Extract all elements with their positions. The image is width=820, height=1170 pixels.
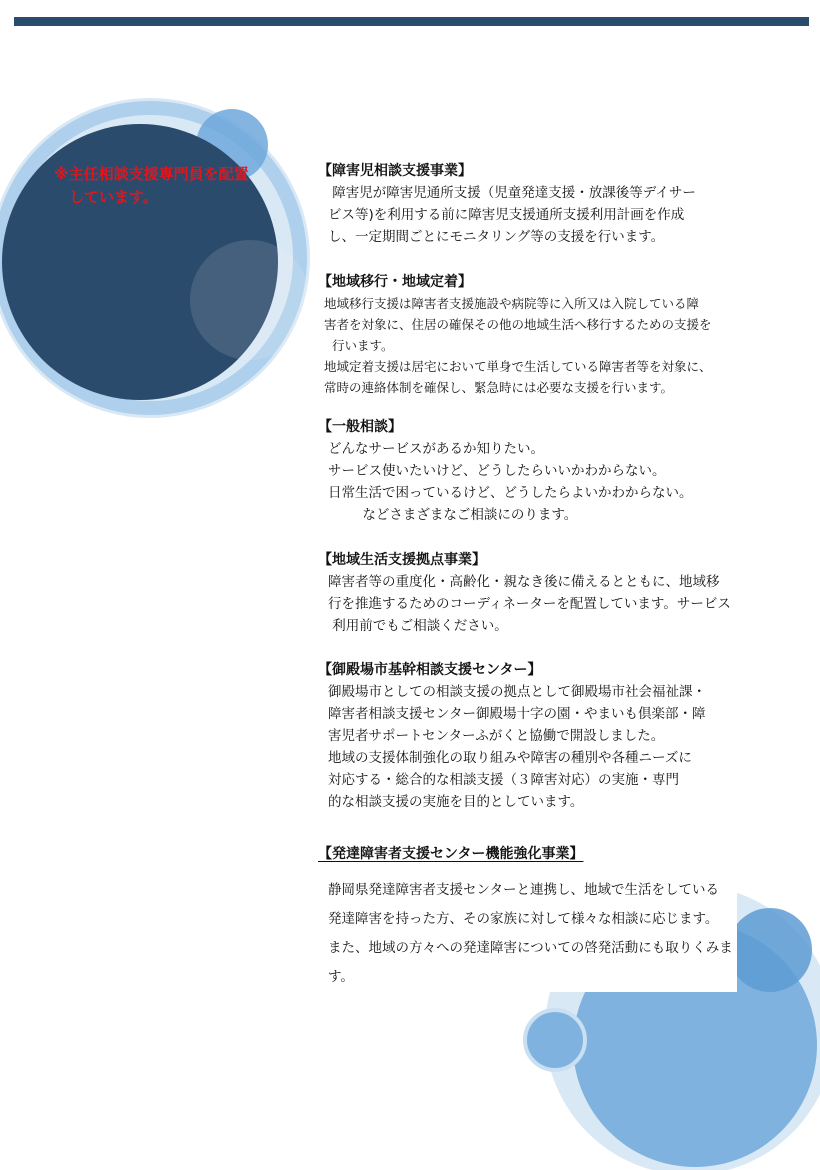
section-heading: 【発達障害者支援センター機能強化事業】 <box>318 846 584 862</box>
section-heading: 【御殿場市基幹相談支援センター】 <box>318 662 542 678</box>
section-general-consultation <box>318 417 693 526</box>
small-circle-bottom <box>525 1010 585 1070</box>
section-body: 障害者等の重度化・高齢化・親なき後に備えるとともに、地域移 行を推進するためのコーディネーターを配置しています。サービス 利用前でもご相談ください。 <box>328 574 731 634</box>
mid-blue-circle-bottom <box>728 908 812 992</box>
section-community-life-hub <box>318 550 731 637</box>
section-heading: 【障害児相談支援事業】 <box>318 163 472 179</box>
section-body: 地域移行支援は障害者支援施設や病院等に入所又は入院している障 害者を対象に、住居の確保その他の地域生活へ移行するための支援を 行います。 地域定着支援は居宅において単身で生活している障害者等を対象に、 常時の連絡体制を確保し、緊急時には必要な支援を行います。 <box>324 296 712 395</box>
section-community-transition <box>318 272 712 398</box>
section-heading: 【一般相談】 <box>318 419 402 435</box>
section-body: 障害児が障害児通所支援（児童発達支援・放課後等デイサー ビス等)を利用する前に障害児支援通所支援利用計画を作成 し、一定期間ごとにモニタリング等の支援を行います。 <box>328 185 696 245</box>
section-heading: 【地域移行・地域定着】 <box>318 274 472 290</box>
section-child-consultation <box>318 161 696 248</box>
section-gotemba-core-center <box>318 660 706 813</box>
section-body: 御殿場市としての相談支援の拠点として御殿場市社会福祉課・ 障害者相談支援センター御殿場十字の園・やまいも倶楽部・障 害児者サポートセンターふがくと協働で開設しました。 地域の支援体制強化の取り組みや障害の種別や各種ニーズに 対応する・総合的な相談支援（３障害対応）の実施・専門 的な相談支援の実施を目的としています。 <box>328 684 706 810</box>
section-heading: 【地域生活支援拠点事業】 <box>318 552 486 568</box>
section-body: どんなサービスがあるか知りたい。 サービス使いたいけど、どうしたらいいかわからない。 日常生活で困っているけど、どうしたらよいかわからない。 などさまざまなご相談にのります。 <box>328 441 693 523</box>
section-body: 静岡県発達障害者支援センターと連携し、地域で生活をしている 発達障害を持った方、その家族に対して様々な相談に応じます。 また、地域の方々への発達障害についての啓発活動にも取りくみま す。 <box>328 876 737 992</box>
pale-highlight-top <box>190 240 310 360</box>
red-note: ※主任相談支援専門員を配置 しています。 <box>54 165 249 206</box>
section-developmental-support <box>318 844 737 992</box>
